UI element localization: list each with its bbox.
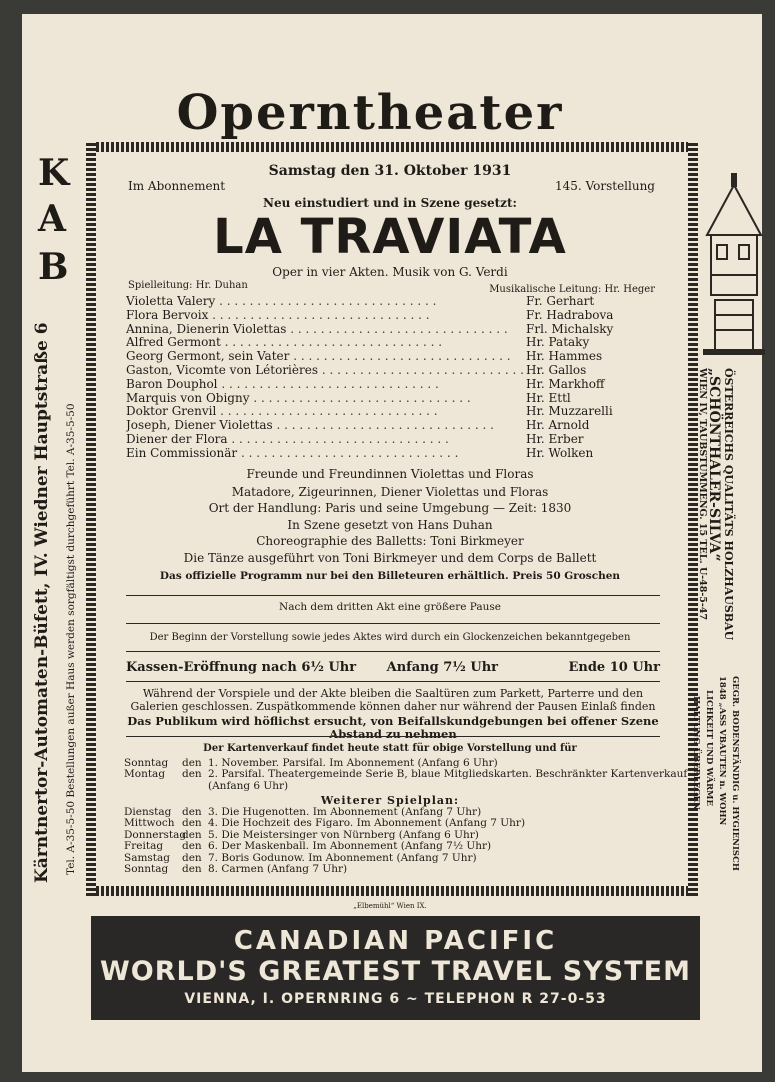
schedule-day: Mittwoch [124, 817, 175, 830]
schedule-text: 7. Boris Godunow. Im Abonnement (Anfang 7 Uhr) [208, 851, 477, 864]
cast-role: Flora Bervoix . . [126, 309, 526, 323]
cast-actor: Hr. Gallos [526, 362, 587, 377]
cast-role: Ein Commissionär . . [126, 447, 526, 461]
theatre-title: Operntheater [176, 85, 564, 141]
schedule-den: den [182, 828, 202, 841]
schedule-den: den [182, 851, 202, 864]
ensemble-line-2: Matadore, Zigeurinnen, Diener Violettas und Floras [231, 485, 549, 499]
schedule-den: den [182, 863, 202, 876]
cast-role: Marquis von Obigny . . [126, 392, 526, 406]
cast-role: Gaston, Vicomte von Létorières . . [126, 364, 526, 378]
printer-imprint: „Elbemühl“ Wien IX. [353, 902, 427, 910]
setting-line: Ort der Handlung: Paris und seine Umgebung — Zeit: 1830 [208, 501, 572, 515]
divider [126, 681, 660, 682]
right-ad-line-6: LICHKEIT UND WÄRME [704, 690, 714, 806]
right-ad-line-4: GEGR. BODENSTÄNDIG u. HYGIENISCH [730, 676, 740, 871]
list-item [124, 781, 687, 792]
left-ad-line-1: Kärntnertor-Automaten-Büfett, IV. Wiedner Hauptstraße 6 [32, 322, 52, 883]
schedule-text: 3. Die Hugenotten. Im Abonnement (Anfang 7 Uhr) [208, 806, 482, 818]
end-time: Ende 10 Uhr [568, 660, 660, 675]
cast-role: Annina, Dienerin Violettas . . [126, 323, 526, 337]
schedule-day: Donnerstag [124, 828, 187, 841]
schedule-text: 8. Carmen (Anfang 7 Uhr) [208, 863, 348, 876]
cast-role: Georg Germont, sein Vater . . [126, 350, 526, 364]
cast-actor: Fr. Hadrabova [526, 307, 614, 322]
staging-credit: In Szene gesetzt von Hans Duhan [287, 518, 493, 532]
cast-actor: Hr. Hammes [526, 349, 603, 364]
kab-letter: B [38, 246, 69, 288]
doors-notice [126, 687, 660, 741]
cast-actor: Hr. Muzzarelli [526, 404, 613, 419]
box-office-time: Kassen-Eröffnung nach 6½ Uhr [126, 660, 357, 675]
cast-actor: Hr. Pataky [526, 335, 590, 350]
schedule-den [182, 781, 208, 792]
pause-note: Nach dem dritten Akt eine größere Pause [279, 601, 501, 613]
cast-row [126, 295, 626, 309]
schedule-text: (Anfang 6 Uhr) [208, 779, 289, 792]
cast-row [126, 447, 626, 461]
left-advertisement [22, 150, 92, 890]
left-ad-line-2: Tel. A-35-5-50 Bestellungen außer Haus werden sorgfältigst durchgeführt Tel. A-35-5-50 [65, 403, 77, 875]
schedule-day: Dienstag [124, 806, 172, 818]
cast-row [126, 350, 626, 364]
cast-row [126, 378, 626, 392]
cast-actor: Hr. Ettl [526, 390, 571, 405]
cast-role: Alfred Germont . . [126, 336, 526, 350]
schedule-day: Montag [124, 768, 166, 781]
cast-actor: Frl. Michalsky [526, 321, 614, 336]
conductor-credit: Musikalische Leitung: Hr. Heger [489, 284, 655, 295]
list-item [124, 864, 525, 875]
schedule-day: Sonntag [124, 863, 169, 876]
divider [126, 623, 660, 624]
right-ad-line-3: WIEN IV, TAUBSTUMMENG. 15 TEL. U-48-5-47 [697, 368, 708, 621]
presale-list [124, 758, 687, 792]
schedule-den: den [182, 757, 202, 769]
cast-actor: Fr. Gerhart [526, 294, 595, 308]
cast-actor: Hr. Wolken [526, 445, 594, 460]
schedule-day: Samstag [124, 851, 170, 864]
canadian-pacific-banner [91, 916, 700, 1020]
cast-row [126, 392, 626, 406]
schedule-day: Sonntag [124, 757, 169, 769]
applause-note: Das Publikum wird höflichst ersucht, von Beifallskundgebungen bei offener Szene Abstand zu nehmen [127, 714, 659, 741]
schedule-day: Freitag [124, 840, 164, 853]
schedule-text: 2. Parsifal. Theatergemeinde Serie B, blaue Mitgliedskarten. Beschränkter Kartenverkauf [208, 768, 688, 781]
cast-row [126, 323, 626, 337]
schedule-text: 6. Der Maskenball. Im Abonnement (Anfang 7½ Uhr) [208, 840, 492, 853]
kab-letter: A [38, 198, 66, 240]
cast-role: Baron Douphol . . [126, 378, 526, 392]
schedule-den: den [182, 840, 202, 853]
opera-subtitle: Oper in vier Akten. Musik von G. Verdi [272, 265, 508, 279]
right-ad-line-1: ÖSTERREICHS QUALITÄTS HOLZHAUSBAU [722, 368, 735, 641]
cast-role: Joseph, Diener Violettas . . [126, 419, 526, 433]
schedule-text: 1. November. Parsifal. Im Abonnement (Anfang 6 Uhr) [208, 757, 498, 769]
program-note: Das offizielle Programm nur bei den Billeteuren erhältlich. Preis 50 Groschen [159, 570, 621, 582]
choreography-credit: Choreographie des Balletts: Toni Birkmeyer [256, 534, 524, 548]
times-row [126, 660, 660, 675]
ensemble-line-1: Freunde und Freundinnen Violettas und Floras [246, 467, 534, 481]
cast-actor: Hr. Markhoff [526, 376, 605, 391]
bell-note: Der Beginn der Vorstellung sowie jedes Aktes wird durch ein Glockenzeichen bekanntgegeben [149, 632, 631, 643]
schedule-text: 5. Die Meistersinger von Nürnberg (Anfang 6 Uhr) [208, 828, 479, 841]
house-illustration-icon [703, 165, 765, 365]
cast-role: Violetta Valery . . [126, 295, 526, 309]
cast-row [126, 309, 626, 323]
cast-row [126, 336, 626, 350]
ad-line-3: VIENNA, I. OPERNRING 6 ~ TELEPHON R 27-0-53 [184, 991, 607, 1007]
cast-role: Diener der Flora . . [126, 433, 526, 447]
schedule-text: 4. Die Hochzeit des Figaro. Im Abonnement (Anfang 7 Uhr) [208, 817, 526, 830]
production-subtitle: Neu einstudiert und in Szene gesetzt: [263, 196, 517, 210]
director-credit: Spielleitung: Hr. Duhan [128, 280, 248, 291]
ad-line-2: WORLD'S GREATEST TRAVEL SYSTEM [100, 956, 691, 987]
kab-letter: K [38, 152, 70, 194]
schedule-list [124, 807, 525, 875]
performance-number: 145. Vorstellung [555, 179, 655, 193]
cast-row [126, 419, 626, 433]
opera-title: LA TRAVIATA [213, 209, 567, 265]
cast-row [126, 405, 626, 419]
subscription-label: Im Abonnement [128, 179, 226, 193]
start-time: Anfang 7½ Uhr [386, 660, 499, 675]
divider [126, 595, 660, 596]
divider [126, 651, 660, 652]
presale-note: Der Kartenverkauf findet heute statt für obige Vorstellung und für [203, 743, 577, 754]
right-ad-line-2: „SCHÖNTHALER-SILVA“ [706, 368, 722, 562]
ad-line-1: CANADIAN PACIFIC [233, 926, 558, 956]
list-item [124, 841, 525, 852]
cast-row [126, 433, 626, 447]
schedule-den: den [182, 806, 202, 818]
right-ad-line-7: HALTUNG ÜBERLEGEN [691, 696, 701, 810]
doors-note: Während der Vorspiele und der Akte bleiben die Saaltüren zum Parkett, Parterre und den Galerien geschlossen. Zuspätkommende können daher nur während der Pausen Einlaß finden [130, 687, 656, 713]
dances-credit: Die Tänze ausgeführt von Toni Birkmeyer und dem Corps de Ballett [183, 551, 597, 565]
cast-list [126, 295, 626, 461]
cast-actor: Hr. Arnold [526, 418, 590, 433]
schedule-title: Weiterer Spielplan: [320, 794, 460, 807]
divider [126, 736, 660, 737]
schedule-den: den [182, 817, 202, 830]
cast-actor: Hr. Erber [526, 431, 584, 446]
cast-role: Doktor Grenvil . . [126, 405, 526, 419]
right-ad-line-5: 1848 „ASS VBAUTEN n. WOHN [717, 676, 727, 826]
schedule-day [124, 781, 182, 792]
cast-row [126, 364, 626, 378]
schedule-den: den [182, 768, 202, 781]
performance-date: Samstag den 31. Oktober 1931 [268, 163, 512, 179]
